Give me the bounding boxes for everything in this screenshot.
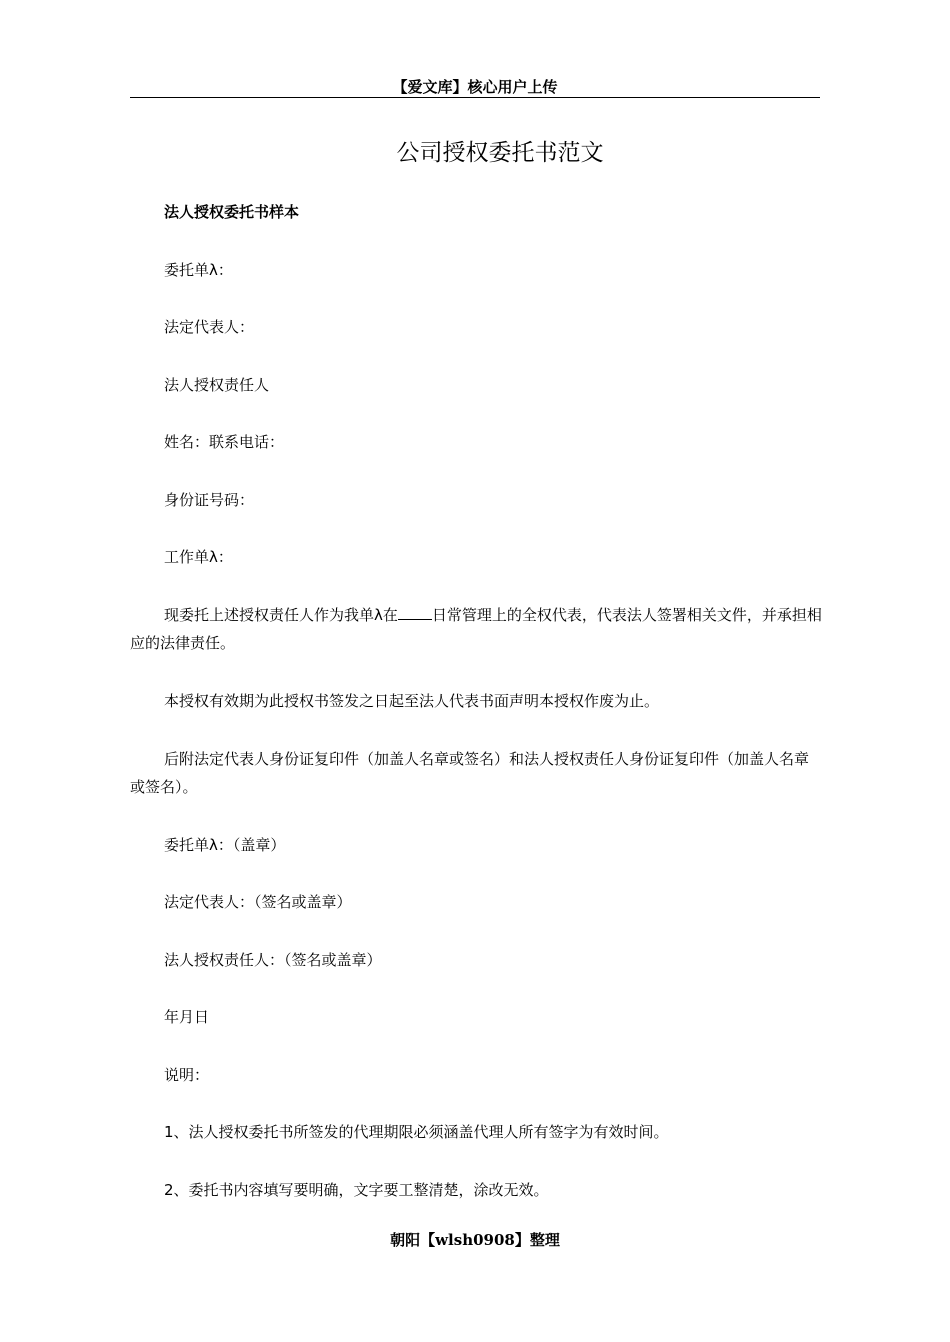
paragraph-id-number: 身份证号码： xyxy=(164,491,255,509)
authorization-text-part1: 现委托上述授权责任人作为我单λ在 xyxy=(164,606,398,624)
paragraph-authorization-statement xyxy=(130,601,822,657)
paragraph-authorized-person: 法人授权责任人 xyxy=(164,376,270,394)
signature-legal-representative: 法定代表人：（签名或盖章） xyxy=(164,893,352,911)
signature-authorized-person: 法人授权责任人：（签名或盖章） xyxy=(164,951,382,969)
paragraph-legal-representative: 法定代表人： xyxy=(164,318,255,336)
paragraph-validity-period: 本授权有效期为此授权书签发之日起至法人代表书面声明本授权作废为止。 xyxy=(164,692,660,710)
note-item-1: 1、法人授权委托书所签发的代理期限必须涵盖代理人所有签字为有效时间。 xyxy=(164,1123,669,1141)
section-subtitle: 法人授权委托书样本 xyxy=(164,203,300,221)
signature-client-unit: 委托单λ：（盖章） xyxy=(164,836,286,854)
paragraph-work-unit: 工作单λ： xyxy=(164,548,233,566)
page-footer: 朝阳【wlsh0908】整理 xyxy=(390,1231,560,1249)
header-rule xyxy=(130,97,820,98)
page-header: 【爱文库】核心用户上传 xyxy=(392,78,558,96)
date-line: 年月日 xyxy=(164,1008,210,1026)
note-item-2: 2、委托书内容填写要明确，文字要工整清楚，涂改无效。 xyxy=(164,1181,549,1199)
paragraph-name-phone: 姓名：联系电话： xyxy=(164,433,285,451)
paragraph-client-unit: 委托单λ： xyxy=(164,261,233,279)
document-title: 公司授权委托书范文 xyxy=(396,140,604,166)
paragraph-attachments: 后附法定代表人身份证复印件（加盖人名章或签名）和法人授权责任人身份证复印件（加盖人名章或签名）。 xyxy=(130,750,810,796)
authorization-text-part2: 日常管理上的全权代表，代表法人签署相关文件，并承担相应的法律责任。 xyxy=(130,606,822,652)
notes-heading: 说明： xyxy=(164,1066,210,1084)
fill-in-blank xyxy=(398,605,432,620)
